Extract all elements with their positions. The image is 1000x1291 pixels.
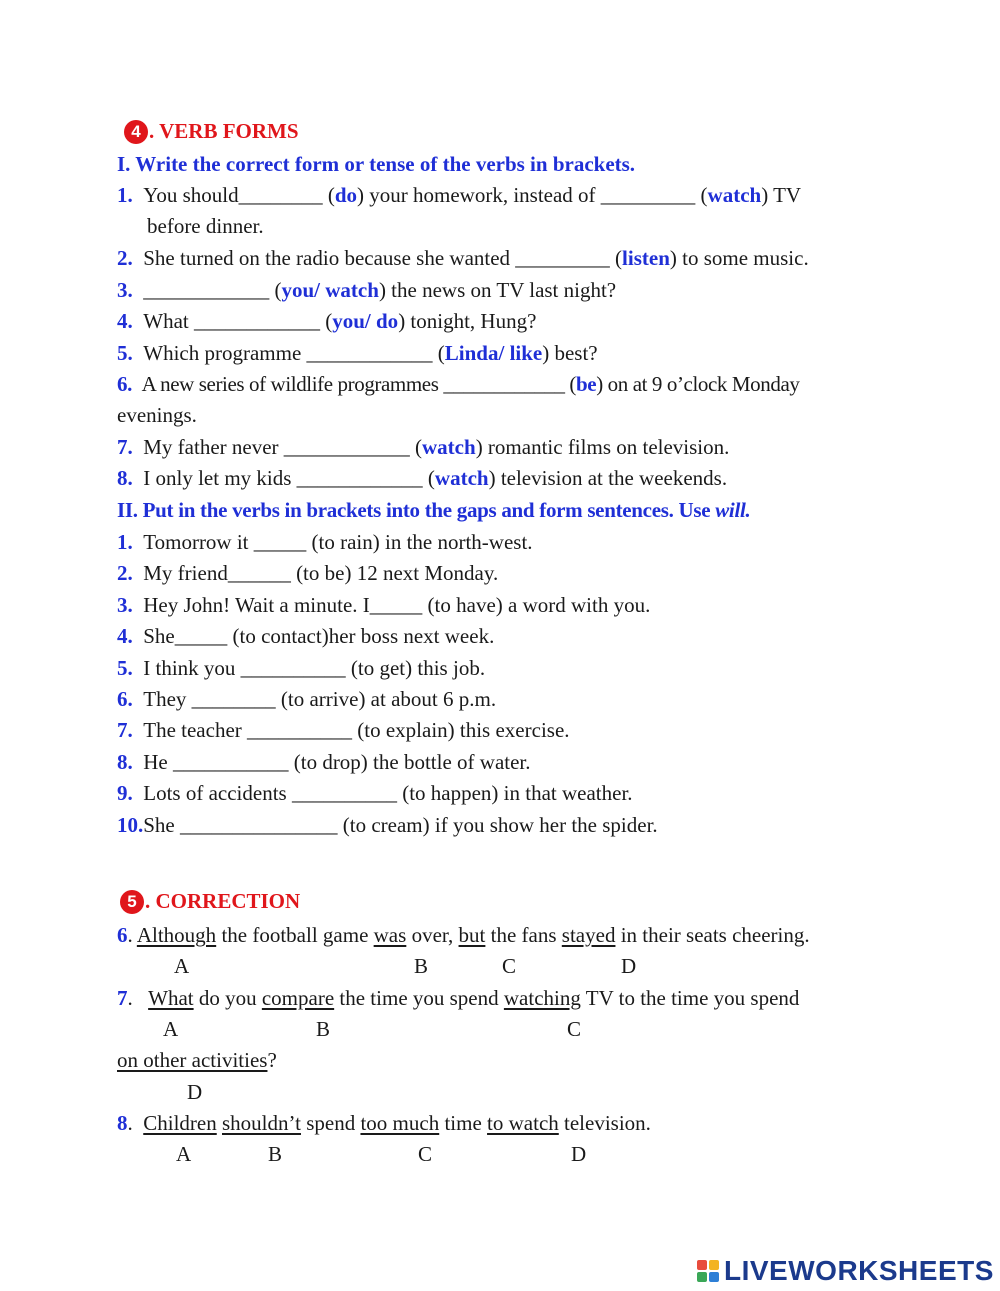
option-letter: A: [163, 1017, 179, 1041]
exercise-item: 7. The teacher __________ (to explain) this exercise.: [117, 718, 570, 742]
correction-item: 7. What do you compare the time you spend watching TV to the time you spend: [117, 986, 800, 1010]
option-letter: B: [316, 1017, 331, 1041]
section-number-badge: 5: [120, 890, 144, 914]
correction-item-continuation: on other activities?: [117, 1048, 277, 1072]
exercise-item: 5. Which programme ____________ (Linda/ like) best?: [117, 341, 598, 365]
exercise-item: 7. My father never ____________ (watch) romantic films on television.: [117, 435, 730, 459]
option-letter: B: [414, 954, 429, 978]
option-letter: C: [418, 1142, 433, 1166]
correction-item: 8. Children shouldn’t spend too much time to watch television.: [117, 1111, 651, 1135]
option-letter: A: [176, 1142, 192, 1166]
exercise-item: 8. I only let my kids ____________ (watch) television at the weekends.: [117, 466, 728, 490]
option-letter: A: [174, 954, 190, 978]
section-number-badge: 4: [124, 120, 148, 144]
exercise-item: 6. A new series of wildlife programmes ____________ (be) on at 9 o’clock Monday: [117, 372, 800, 396]
exercise-item-continuation: evenings.: [117, 403, 197, 427]
exercise-item: 8. He ___________ (to drop) the bottle of water.: [117, 750, 531, 774]
exercise-item: 6. They ________ (to arrive) at about 6 p.m.: [117, 687, 497, 711]
logo-text: LIVEWORKSHEETS: [724, 1255, 994, 1286]
option-letter: C: [567, 1017, 582, 1041]
option-letter: D: [621, 954, 637, 978]
exercise-item: 10.She _______________ (to cream) if you show her the spider.: [117, 813, 658, 837]
exercise-item: 4. What ____________ (you/ do) tonight, Hung?: [117, 309, 537, 333]
exercise-item: 5. I think you __________ (to get) this job.: [117, 656, 486, 680]
exercise-item: 2. My friend______ (to be) 12 next Monday.: [117, 561, 499, 585]
exercise-item: 3. Hey John! Wait a minute. I_____ (to have) a word with you.: [117, 593, 651, 617]
exercise-item-continuation: before dinner.: [147, 214, 264, 238]
exercise-item: 3. ____________ (you/ watch) the news on TV last night?: [117, 278, 617, 302]
part-2-heading: II. Put in the verbs in brackets into the gaps and form sentences. Use will.: [117, 498, 751, 522]
section-title: . CORRECTION: [145, 889, 301, 913]
part-1-heading: I. Write the correct form or tense of the verbs in brackets.: [117, 152, 636, 176]
liveworksheets-logo[interactable]: [697, 1254, 994, 1288]
exercise-item: 1. You should________ (do) your homework, instead of _________ (watch) TV: [117, 183, 802, 207]
option-letter: D: [187, 1080, 203, 1104]
section-title: . VERB FORMS: [149, 119, 299, 143]
exercise-item: 2. She turned on the radio because she wanted _________ (listen) to some music.: [117, 246, 809, 270]
section-4-heading: [124, 118, 299, 144]
option-letter: C: [502, 954, 517, 978]
option-letter: D: [571, 1142, 587, 1166]
logo-icon: [697, 1260, 719, 1282]
correction-item: 6. Although the football game was over, but the fans stayed in their seats cheering.: [117, 923, 810, 947]
section-5-heading: [120, 888, 300, 914]
exercise-item: 1. Tomorrow it _____ (to rain) in the north-west.: [117, 530, 533, 554]
exercise-item: 4. She_____ (to contact)her boss next week.: [117, 624, 495, 648]
exercise-item: 9. Lots of accidents __________ (to happen) in that weather.: [117, 781, 633, 805]
option-letter: B: [268, 1142, 283, 1166]
